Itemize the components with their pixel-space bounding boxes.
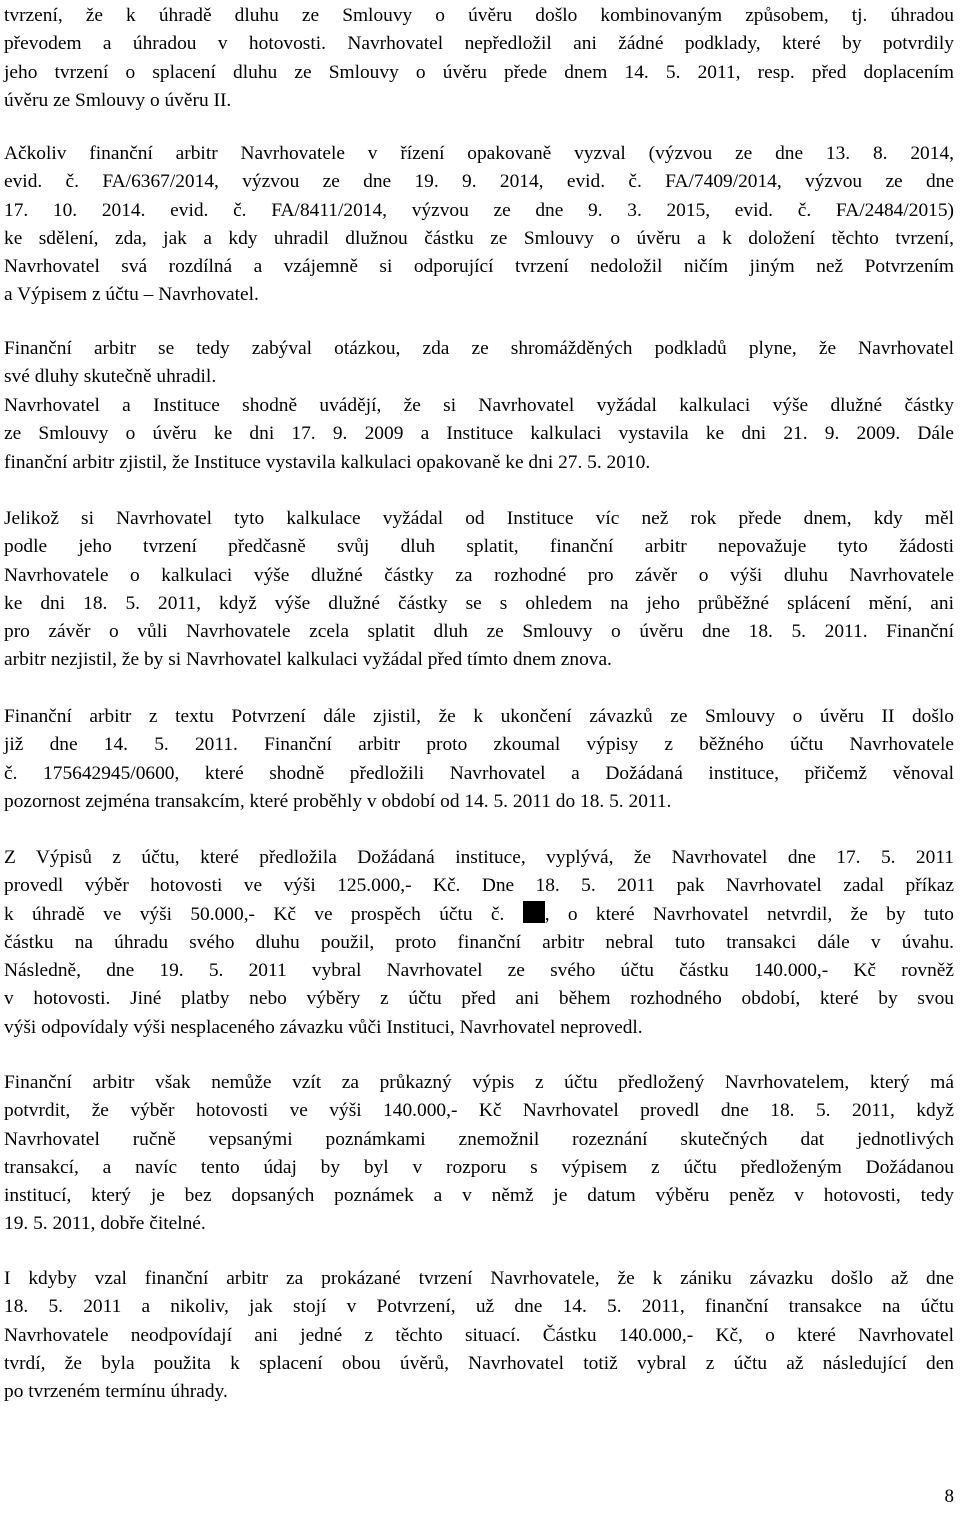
- text-line: Finanční arbitr však nemůže vzít za průkazný výpis z účtu předložený Navrhovatelem, který má: [4, 1072, 954, 1093]
- paragraph-statement-evidence: [4, 1069, 954, 1239]
- text-line: tvrzení, že k úhradě dluhu ze Smlouvy o úvěru došlo kombinovaným způsobem, tj. úhradou: [4, 5, 954, 26]
- text-line: 17. 10. 2014. evid. č. FA/8411/2014, výzvou ze dne 9. 3. 2015, evid. č. FA/2484/2015): [4, 199, 954, 221]
- text-line: I kdyby vzal finanční arbitr za prokázané tvrzení Navrhovatele, že k zániku závazku došlo až dne: [4, 1268, 954, 1289]
- page-number: 8: [944, 1486, 954, 1507]
- text-fragment: , o které Navrhovatel netvrdil, že by tuto: [544, 903, 955, 925]
- text-line: ke sdělení, zda, jak a kdy uhradil dlužnou částku ze Smlouvy o úvěru a k doložení těchto tvrzení,: [4, 227, 954, 249]
- text-line: Ačkoliv finanční arbitr Navrhovatele v řízení opakovaně vyzval (výzvou ze dne 13. 8. 2014,: [4, 143, 954, 164]
- text-line: výši odpovídaly výši nesplaceného závazku vůči Instituci, Navrhovatel neprovedl.: [4, 1016, 643, 1038]
- text-line: Následně, dne 19. 5. 2011 vybral Navrhovatel ze svého účtu částku 140.000,- Kč rovněž: [4, 960, 954, 982]
- text-line: ze Smlouvy o úvěru ke dni 17. 9. 2009 a Instituce kalkulaci vystavila ke dni 21. 9. 2009. Dále: [4, 423, 954, 445]
- text-line: Navrhovatel ručně vepsanými poznámkami znemožnil rozeznání skutečných dat jednotlivých: [4, 1128, 954, 1150]
- paragraph-repeated-requests: [4, 140, 954, 310]
- text-line: částku na úhradu svého dluhu použil, proto finanční arbitr nebral tuto transakci dále v úvahu.: [4, 931, 954, 953]
- text-line: pro závěr o vůli Navrhovatele zcela splatit dluh ze Smlouvy o úvěru dne 18. 5. 2011. Finanční: [4, 621, 954, 643]
- paragraph-calculation: [4, 392, 954, 477]
- text-line: převodem a úhradou v hotovosti. Navrhovatel nepředložil ani žádné podklady, které by potvrdily: [4, 33, 954, 55]
- text-line: a Výpisem z účtu – Navrhovatel.: [4, 284, 259, 306]
- text-line: úvěru ze Smlouvy o úvěru II.: [4, 89, 232, 111]
- text-line: Finanční arbitr z textu Potvrzení dále zjistil, že k ukončení závazků ze Smlouvy o úvěru II došlo: [4, 706, 954, 727]
- paragraph-conclusion: [4, 1265, 954, 1406]
- text-line: Navrhovatel a Instituce shodně uvádějí, že si Navrhovatel vyžádal kalkulaci výše dlužné částky: [4, 395, 954, 416]
- paragraph-payment-claim: [4, 2, 954, 115]
- text-line: transakcí, a navíc tento údaj by byl v rozporu s výpisem z účtu předloženým Dožádanou: [4, 1156, 954, 1178]
- text-line: 19. 5. 2011, dobře čitelné.: [4, 1213, 206, 1235]
- paragraph-withdrawals: [4, 844, 954, 1042]
- text-line: tvrdí, že byla použita k splacení obou úvěrů, Navrhovatel totiž vybral z účtu až následující den: [4, 1352, 954, 1374]
- text-line: podle jeho tvrzení předčasně svůj dluh splatit, finanční arbitr nepovažuje tyto žádosti: [4, 536, 954, 558]
- text-line: provedl výběr hotovosti ve výši 125.000,- Kč. Dne 18. 5. 2011 pak Navrhovatel zadal příkaz: [4, 875, 954, 897]
- text-line: Navrhovatel svá rozdílná a vzájemně si odporující tvrzení nedoložil ničím jiným než Potvrzením: [4, 256, 954, 278]
- text-line: již dne 14. 5. 2011. Finanční arbitr proto zkoumal výpisy z běžného účtu Navrhovatele: [4, 734, 954, 756]
- text-line: finanční arbitr zjistil, že Instituce vystavila kalkulaci opakovaně ke dni 27. 5. 2010.: [4, 451, 651, 473]
- text-line: potvrdit, že výběr hotovosti ve výši 140.000,- Kč Navrhovatel provedl dne 18. 5. 2011, když: [4, 1100, 954, 1122]
- text-line: pozornost zejména transakcím, které proběhly v období od 14. 5. 2011 do 18. 5. 2011.: [4, 790, 672, 812]
- redacted-account-number: [523, 901, 545, 923]
- text-line: ke dni 18. 5. 2011, když výše dlužné částky se s ohledem na jeho průběžné splácení mění, ani: [4, 592, 954, 614]
- text-line-with-redaction: [4, 901, 954, 929]
- text-line: Jelikož si Navrhovatel tyto kalkulace vyžádal od Instituce víc než rok přede dnem, kdy měl: [4, 508, 954, 529]
- paragraph-statements-review: [4, 703, 954, 816]
- text-line: své dluhy skutečně uhradil.: [4, 366, 217, 388]
- paragraph-question: [4, 335, 954, 392]
- text-line: arbitr nezjistil, že by si Navrhovatel kalkulaci vyžádal před tímto dnem znova.: [4, 649, 612, 671]
- text-fragment: k úhradě ve výši 50.000,- Kč ve prospěch účtu č.: [4, 903, 523, 925]
- text-line: Z Výpisů z účtu, které předložila Dožádaná instituce, vyplývá, že Navrhovatel dne 17. 5. 2011: [4, 847, 954, 868]
- paragraph-calculation-assessment: [4, 505, 954, 675]
- text-line: Finanční arbitr se tedy zabýval otázkou, zda ze shromážděných podkladů plyne, že Navrhovatel: [4, 338, 954, 359]
- text-line: č. 175642945/0600, které shodně předložili Navrhovatel a Dožádaná instituce, přičemž věnoval: [4, 762, 954, 784]
- text-line: jeho tvrzení o splacení dluhu ze Smlouvy o úvěru přede dnem 14. 5. 2011, resp. před doplacením: [4, 61, 954, 83]
- text-line: Navrhovatele o kalkulaci výše dlužné částky za rozhodné pro závěr o výši dluhu Navrhovatele: [4, 564, 954, 586]
- text-line: 18. 5. 2011 a nikoliv, jak stojí v Potvrzení, už dne 14. 5. 2011, finanční transakce na účtu: [4, 1296, 954, 1318]
- text-line: evid. č. FA/6367/2014, výzvou ze dne 19. 9. 2014, evid. č. FA/7409/2014, výzvou ze dne: [4, 171, 954, 193]
- text-line: v hotovosti. Jiné platby nebo výběry z účtu před ani během rozhodného období, které by svou: [4, 988, 954, 1010]
- text-line: Navrhovatele neodpovídají ani jedné z těchto situací. Částku 140.000,- Kč, o které Navrhovatel: [4, 1324, 954, 1346]
- text-line: po tvrzeném termínu úhrady.: [4, 1381, 228, 1403]
- text-line: institucí, který je bez dopsaných poznámek a v němž je datum výběru peněz v hotovosti, tedy: [4, 1185, 954, 1207]
